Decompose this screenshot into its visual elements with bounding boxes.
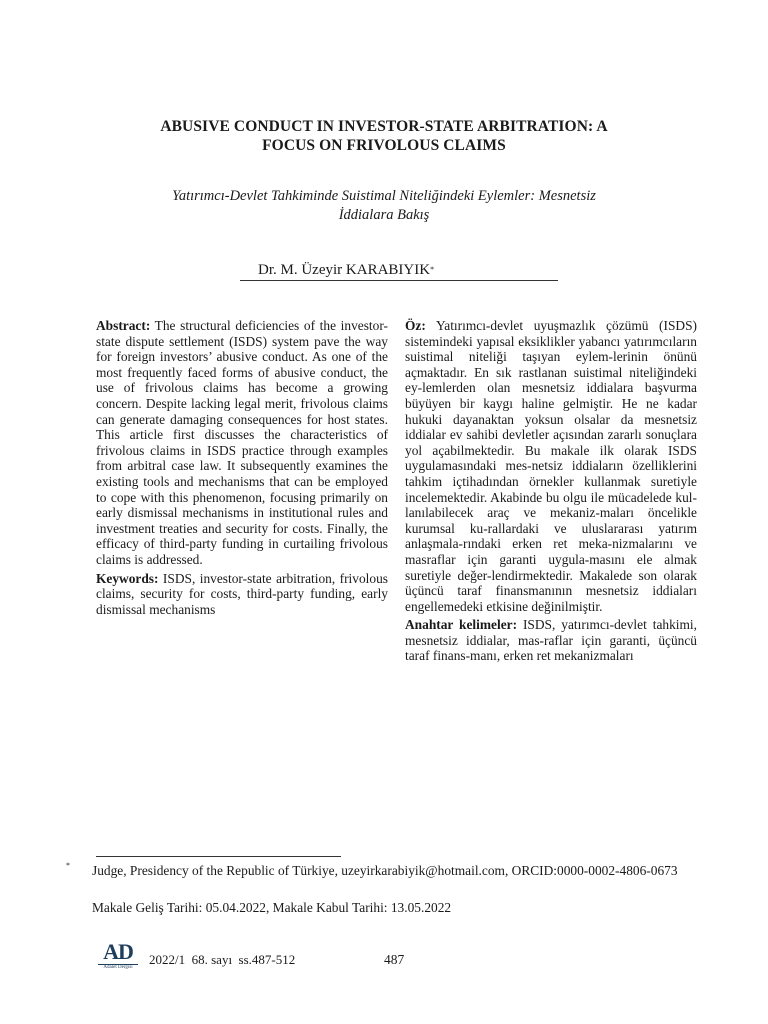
article-subtitle [100, 187, 668, 225]
oz-label: Öz: [405, 318, 426, 333]
oz-column [405, 318, 697, 664]
keywords-paragraph [96, 571, 388, 618]
author-footnote-mark[interactable]: * [430, 265, 435, 274]
subtitle-line-1: Yatırımcı-Devlet Tahkiminde Suistimal Niteliğindeki Eylemler: Mesnetsiz [172, 188, 596, 204]
keywords-label: Keywords: [96, 570, 159, 586]
footnote-divider [96, 856, 341, 857]
journal-logo-letters: AD [103, 939, 133, 964]
title-line-2: FOCUS ON FRIVOLOUS CLAIMS [262, 137, 506, 154]
abstract-label: Abstract: [96, 318, 151, 333]
author-footnote: Judge, Presidency of the Republic of Türkiye, uzeyirkarabiyik@hotmail.com, ORCID:0000-0002-4806-0673 [92, 863, 678, 878]
abstract-paragraph [96, 318, 388, 568]
subtitle-line-2: İddialara Bakış [338, 207, 430, 223]
abstract-column [96, 318, 388, 617]
oz-text: Yatırımcı-devlet uyuşmazlık çözümü (ISDS) sistemindeki yapısal eksiklikler yabancı yatırımcıların suistimal niteliği taşıyan eylem-lerinin önünü açmaktadır. En sık rastlanan suistimal niteliğindeki ey-lemlerden olan mesnetsiz iddialara başvurma büyüyen bir kaygı haline gelmiştir. He ne kadar hukuki dayanaktan yoksun olsalar da mesnetsiz iddialar ev sahibi devletler açısından zararlı sonuçlara yol açabilmektedir. Bu makale ilk olarak ISDS uygulamasındaki mes-netsiz iddiaların özelliklerini tahkim içtihadından örnekler kullanmak suretiyle incelemektedir. Akabinde bu olgu ile mücadelede kul-lanılabilecek araç ve mekaniz-maları öncelikle kurumsal ku-rallardaki ve uluslararası yatırım anlaşmala-rındaki erken ret meka-nizmalarını ve masraflar için garanti uygula-masını ele almak suretiyle değer-lendirmektedir. Makalede son olarak üçüncü taraf finansmanının mesnetsiz iddiaları engellemedeki etkisine değinilmiştir. [405, 318, 697, 614]
abstract-text: The structural deficiencies of the investor-state dispute settlement (ISDS) system pave the way for foreign investors’ abusive conduct. As one of the most frequently faced forms of abusive conduct, the use of frivolous claims has become a growing concern. Despite lacking legal merit, frivolous claims can generate damaging consequences for host states. This article first discusses the characteristics of frivolous claims in ISDS practice through examples from arbitral case law. It subsequently examines the existing tools and mechanisms that can be employed to cope with this phenomenon, focusing primarily on early dismissal mechanisms in institutional rules and investment treaties and security for costs. Finally, the efficacy of third-party funding in curtailing frivolous claims is addressed. [96, 318, 388, 567]
journal-logo-caption: Adalet Dergisi [98, 964, 138, 971]
keywords-text: ISDS, investor-state arbitration, frivolous claims, security for costs, third-party funding, early dismissal mechanisms [96, 570, 388, 617]
article-title [96, 117, 672, 155]
title-line-1: ABUSIVE CONDUCT IN INVESTOR-STATE ARBITRATION: A [160, 118, 608, 135]
anahtar-kelimeler-label: Anahtar kelimeler: [405, 617, 518, 633]
anahtar-kelimeler-paragraph [405, 617, 697, 664]
submission-dates: Makale Geliş Tarihi: 05.04.2022, Makale Kabul Tarihi: 13.05.2022 [92, 900, 452, 915]
oz-paragraph [405, 318, 697, 614]
author-line [240, 260, 558, 281]
anahtar-kelimeler-text: ISDS, yatırımcı-devlet tahkimi, mesnetsiz iddialar, mas-raflar için garanti, üçüncü taraf finans-manı, erken ret mekanizmaları [405, 617, 697, 664]
footnote-mark: * [66, 861, 70, 870]
journal-logo [96, 940, 140, 974]
page-number: 487 [384, 952, 405, 967]
author-name: Dr. M. Üzeyir KARABIYIK [258, 262, 431, 278]
issue-info: 2022/1 68. sayı ss.487-512 [149, 952, 296, 967]
